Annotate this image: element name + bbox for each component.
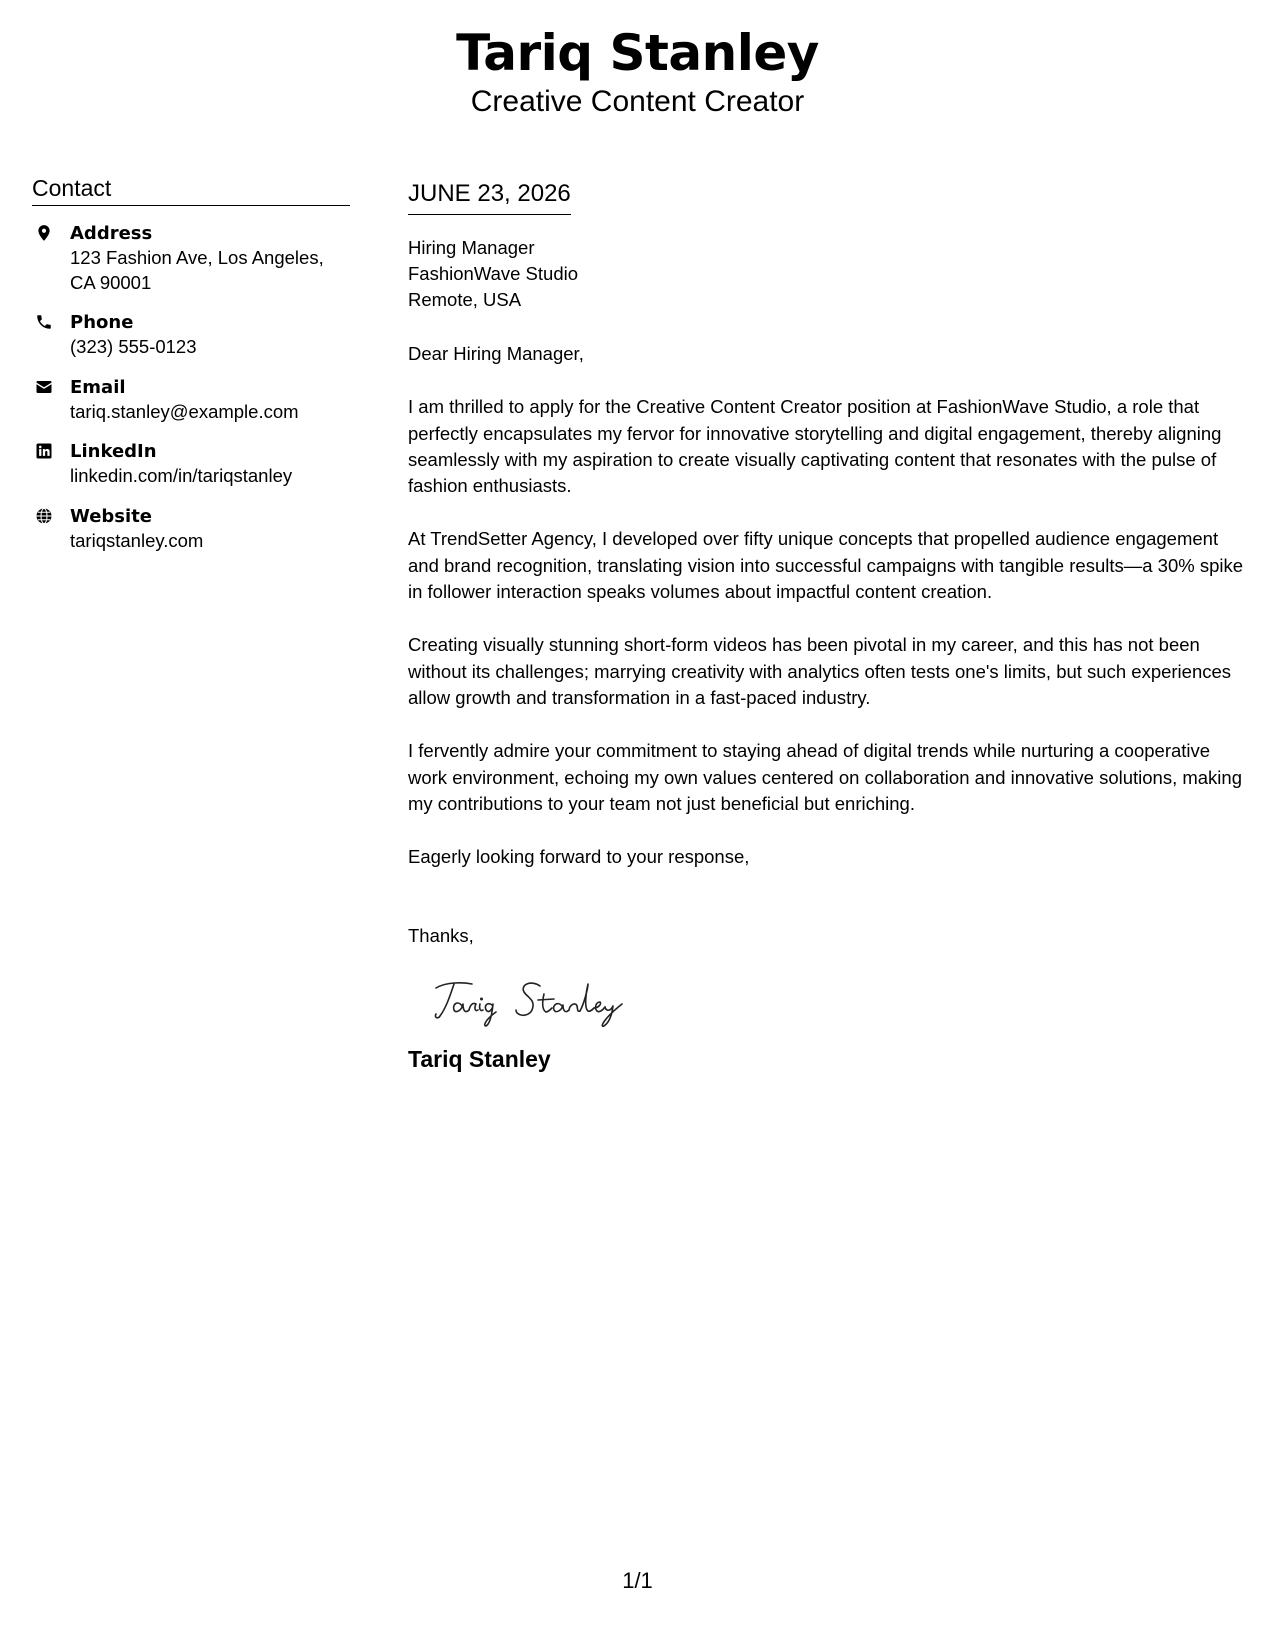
recipient-line: FashionWave Studio xyxy=(408,263,579,284)
contact-heading: Contact xyxy=(32,174,350,206)
contact-item-address xyxy=(32,222,350,295)
letter-body xyxy=(408,178,1248,1074)
applicant-name: Tariq Stanley xyxy=(456,24,819,82)
map-pin-icon xyxy=(35,224,53,242)
envelope-icon xyxy=(35,378,53,396)
signer-name: Tariq Stanley xyxy=(408,1045,551,1072)
phone-value[interactable]: (323) 555-0123 xyxy=(70,336,197,357)
contact-sidebar xyxy=(32,174,350,553)
contact-label: Website xyxy=(70,505,153,527)
phone-icon xyxy=(35,313,53,331)
contact-item-phone xyxy=(32,311,350,360)
contact-item-email xyxy=(32,376,350,425)
linkedin-icon xyxy=(35,442,53,460)
contact-item-linkedin xyxy=(32,440,350,489)
contact-label: LinkedIn xyxy=(70,441,157,462)
letter-date: JUNE 23, 2026 xyxy=(408,178,571,215)
globe-icon xyxy=(35,507,53,525)
recipient-line: Hiring Manager xyxy=(408,237,535,258)
handwritten-signature xyxy=(432,974,642,1030)
email-value[interactable]: tariq.stanley@example.com xyxy=(70,400,299,422)
body-paragraph: Creating visually stunning short-form videos has been pivotal in my career, and this has not been without its challenges; marrying creativity with analytics often tests one's limits, but such experiences allow growth and transformation in a fast-paced industry. xyxy=(408,634,1232,708)
thanks-line: Thanks, xyxy=(408,925,474,947)
body-paragraph: I am thrilled to apply for the Creative Content Creator position at FashionWave Studio, a role that perfectly encapsulates my fervor for innovative storytelling and digital engagement, thereby aligning seamlessly with my aspiration to create visually captivating content that resonates with the pulse of fashion enthusiasts. xyxy=(408,396,1222,497)
recipient-block xyxy=(408,235,1248,313)
letter-header xyxy=(0,22,1275,120)
linkedin-value[interactable]: linkedin.com/in/tariqstanley xyxy=(70,465,293,486)
body-paragraph: At TrendSetter Agency, I developed over fifty unique concepts that propelled audience engagement and brand recognition, translating vision into successful campaigns with tangible results—a 30% spike in follower interaction speaks volumes about impactful content creation. xyxy=(408,528,1244,603)
website-value[interactable]: tariqstanley.com xyxy=(70,529,204,551)
closing-line: Eagerly looking forward to your response, xyxy=(408,846,750,868)
greeting: Dear Hiring Manager, xyxy=(408,343,584,364)
contact-label: Address xyxy=(70,223,153,244)
applicant-title: Creative Content Creator xyxy=(470,85,805,118)
contact-item-website xyxy=(32,505,350,554)
recipient-line: Remote, USA xyxy=(408,289,522,310)
contact-label: Phone xyxy=(70,312,134,333)
contact-label: Email xyxy=(70,376,126,398)
address-value: 123 Fashion Ave, Los Angeles, CA 90001 xyxy=(70,247,324,293)
page-number: 1/1 xyxy=(622,1568,653,1593)
body-paragraph: I fervently admire your commitment to staying ahead of digital trends while nurturing a cooperative work environment, echoing my own values centered on collaboration and innovative solutions, making my contributions to your team not just beneficial but enriching. xyxy=(408,740,1242,814)
